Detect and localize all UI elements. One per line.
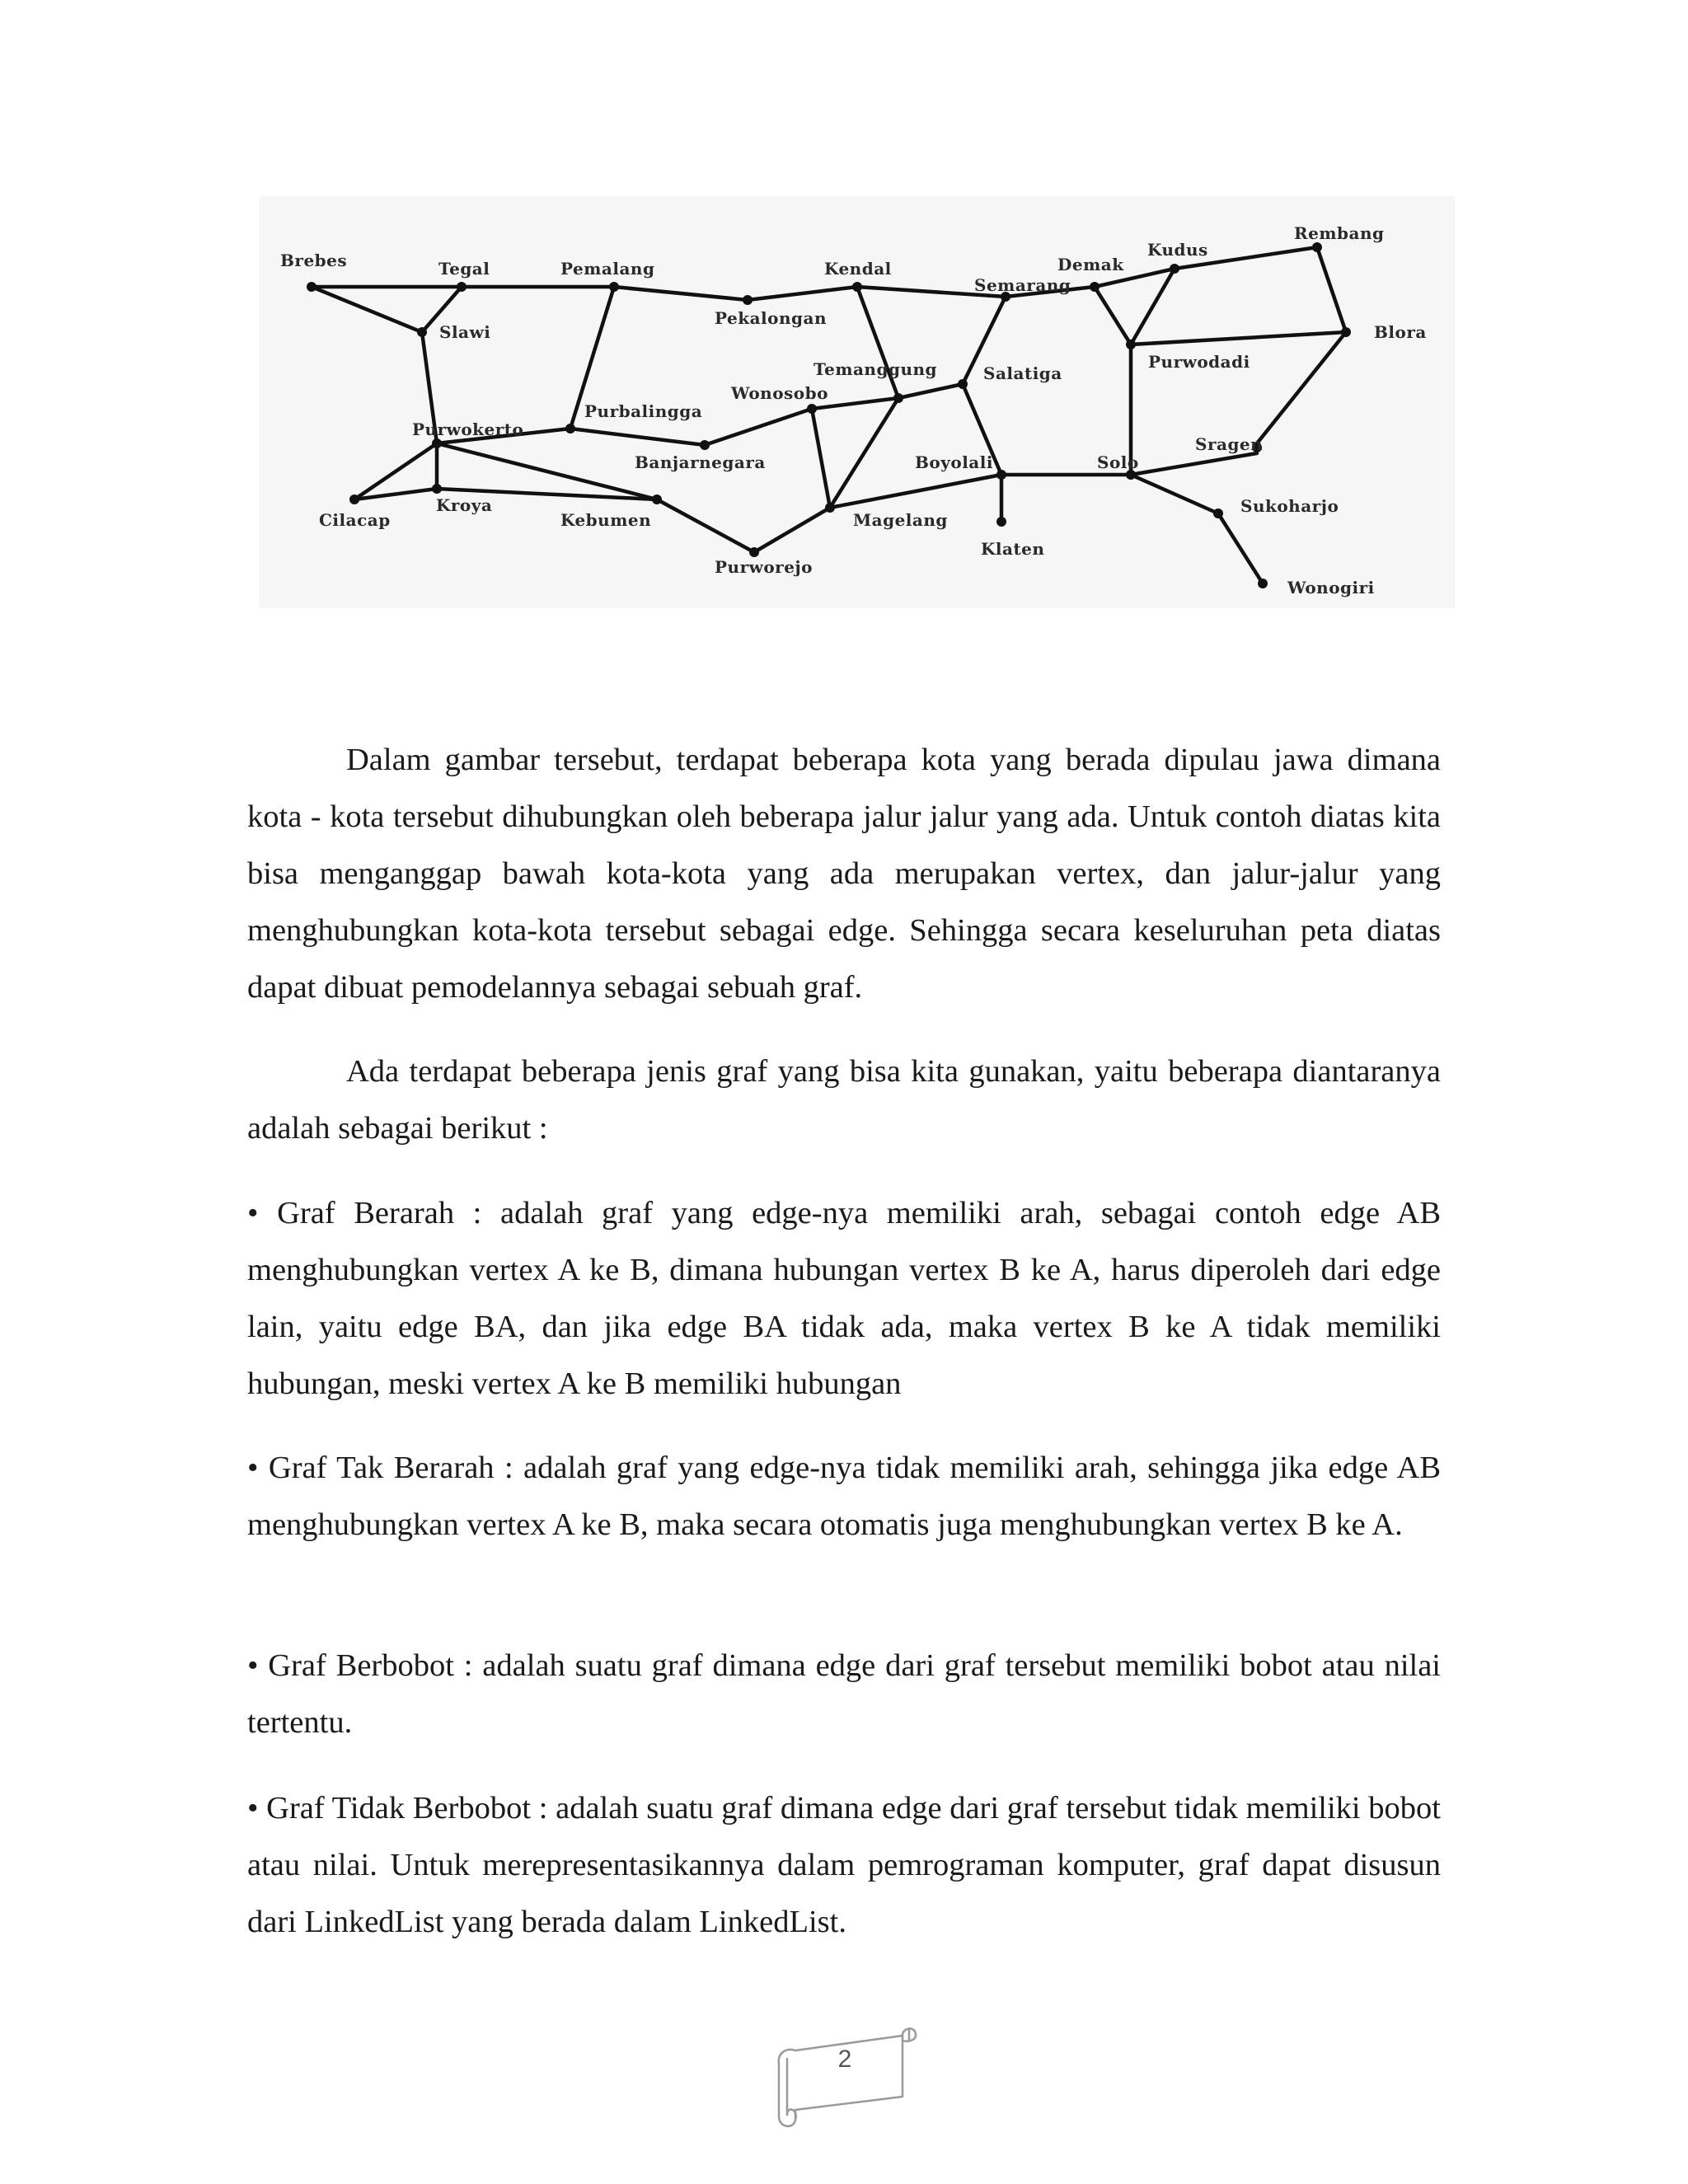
edge-brebes-slawi bbox=[312, 287, 422, 332]
label-pekalongan: Pekalongan bbox=[715, 308, 828, 328]
node-blora bbox=[1341, 327, 1351, 337]
node-salatiga bbox=[958, 379, 968, 389]
bullet-graf-berarah: • Graf Berarah : adalah graf yang edge-nya memiliki arah, sebagai contoh edge AB menghubungkan vertex A ke B, dimana hubungan vertex B ke A, harus diperoleh dari edge lain, yaitu edge BA, dan jika edge BA tidak ada, maka vertex B ke A tidak memiliki hubungan, meski vertex A ke B memiliki hubungan bbox=[247, 1196, 1441, 1401]
label-magelang: Magelang bbox=[853, 510, 948, 530]
node-magelang bbox=[825, 503, 835, 513]
node-brebes bbox=[307, 282, 316, 292]
node-sukoharjo bbox=[1213, 509, 1223, 518]
label-wonosobo: Wonosobo bbox=[731, 383, 828, 403]
label-klaten: Klaten bbox=[981, 539, 1045, 559]
node-kudus bbox=[1170, 264, 1179, 274]
label-wonogiri: Wonogiri bbox=[1287, 578, 1375, 598]
node-slawi bbox=[417, 327, 427, 337]
label-solo: Solo bbox=[1097, 452, 1139, 472]
graph-diagram bbox=[260, 196, 1455, 608]
node-boyolali bbox=[996, 470, 1006, 480]
label-kudus: Kudus bbox=[1147, 240, 1208, 260]
edge-pekalongan-kendal bbox=[748, 287, 857, 300]
label-sukoharjo: Sukoharjo bbox=[1240, 496, 1339, 516]
label-purbalingga: Purbalingga bbox=[584, 401, 703, 421]
node-wonogiri bbox=[1258, 579, 1268, 588]
label-temanggung: Temanggung bbox=[814, 359, 938, 379]
bullet-graf-berbobot: • Graf Berbobot : adalah suatu graf dimana edge dari graf tersebut memiliki bobot atau nilai tertentu. bbox=[247, 1648, 1441, 1740]
edge-demak-purwodadi bbox=[1095, 287, 1131, 344]
label-sragen: Sragen bbox=[1195, 434, 1264, 454]
node-purwodadi bbox=[1126, 340, 1136, 349]
label-demak: Demak bbox=[1057, 255, 1124, 274]
bullet-graf-tak-berarah: • Graf Tak Berarah : adalah graf yang edge-nya tidak memiliki arah, sehingga jika edge AB menghubungkan vertex A ke B, maka secara otomatis juga menghubungkan vertex B ke A. bbox=[247, 1451, 1441, 1542]
node-purworejo bbox=[749, 547, 759, 557]
java-city-graph-map bbox=[260, 196, 1455, 608]
node-pemalang bbox=[609, 282, 619, 292]
node-kebumen bbox=[652, 494, 662, 504]
edge-banjarnegara-wonosobo bbox=[705, 409, 812, 445]
label-kebumen: Kebumen bbox=[560, 510, 652, 530]
label-semarang: Semarang bbox=[974, 275, 1071, 295]
edge-purbalingga-banjarnegara bbox=[570, 429, 705, 445]
edge-purworejo-magelang bbox=[754, 508, 830, 552]
edge-solo-sragen bbox=[1131, 453, 1257, 475]
node-temanggung bbox=[893, 393, 903, 403]
graph-labels bbox=[280, 223, 1427, 598]
label-kendal: Kendal bbox=[824, 259, 892, 279]
edge-magelang-boyolali bbox=[830, 475, 1001, 508]
edge-rembang-blora bbox=[1317, 247, 1346, 332]
label-purworejo: Purworejo bbox=[715, 557, 814, 577]
label-brebes: Brebes bbox=[280, 251, 348, 270]
node-tegal bbox=[457, 282, 467, 292]
node-kroya bbox=[432, 484, 442, 494]
node-purwokerto bbox=[432, 438, 442, 448]
label-purwodadi: Purwodadi bbox=[1148, 352, 1250, 372]
scroll-ornament-icon bbox=[762, 2018, 927, 2135]
node-rembang bbox=[1312, 242, 1322, 252]
label-cilacap: Cilacap bbox=[319, 510, 391, 530]
label-salatiga: Salatiga bbox=[983, 363, 1062, 383]
edge-blora-sragen bbox=[1257, 332, 1346, 443]
edge-solo-sukoharjo bbox=[1131, 475, 1218, 513]
label-rembang: Rembang bbox=[1294, 223, 1385, 243]
node-banjarnegara bbox=[700, 440, 710, 450]
edge-temanggung-magelang bbox=[830, 398, 898, 508]
graph-nodes bbox=[307, 242, 1351, 588]
edge-kebumen-purworejo bbox=[657, 499, 754, 552]
graph-edges bbox=[312, 247, 1346, 583]
paragraph-graph-description: Dalam gambar tersebut, terdapat beberapa kota yang berada dipulau jawa dimana kota - kota tersebut dihubungkan oleh beberapa jalur jalur yang ada. Untuk contoh diatas kita bisa menganggap bawah kota-kota yang ada merupakan vertex, dan jalur-jalur yang menghubungkan kota-kota tersebut sebagai edge. Sehingga secara keseluruhan peta diatas dapat dibuat pemodelannya sebagai sebuah graf. bbox=[247, 743, 1441, 1005]
label-slawi: Slawi bbox=[439, 322, 491, 342]
node-kendal bbox=[852, 282, 862, 292]
edge-wonosobo-magelang bbox=[812, 409, 830, 508]
edge-purwodadi-blora bbox=[1131, 332, 1346, 344]
node-cilacap bbox=[349, 494, 359, 504]
label-blora: Blora bbox=[1374, 322, 1427, 342]
label-tegal: Tegal bbox=[438, 259, 490, 279]
edge-sukoharjo-wonogiri bbox=[1218, 513, 1263, 583]
label-pemalang: Pemalang bbox=[560, 259, 655, 279]
node-pekalongan bbox=[743, 295, 753, 305]
page-number: 2 bbox=[837, 2046, 852, 2073]
page-footer-scroll bbox=[762, 2018, 927, 2135]
edge-kudus-purwodadi bbox=[1131, 269, 1175, 344]
label-boyolali: Boyolali bbox=[915, 452, 993, 472]
edge-temanggung-salatiga bbox=[898, 384, 963, 398]
node-demak bbox=[1090, 282, 1100, 292]
edge-pemalang-pekalongan bbox=[614, 287, 748, 300]
node-klaten bbox=[996, 517, 1006, 527]
node-purbalingga bbox=[565, 424, 575, 434]
edge-kendal-temanggung bbox=[857, 287, 898, 398]
label-banjarnegara: Banjarnegara bbox=[635, 452, 766, 472]
bullet-graf-tidak-berbobot: • Graf Tidak Berbobot : adalah suatu graf dimana edge dari graf tersebut tidak memiliki bobot atau nilai. Untuk merepresentasikannya dalam pemrograman komputer, graf dapat disusun dari LinkedList yang berada dalam LinkedList. bbox=[247, 1791, 1441, 1939]
label-kroya: Kroya bbox=[436, 495, 493, 515]
label-purwokerto: Purwokerto bbox=[412, 419, 524, 439]
paragraph-graph-types-intro: Ada terdapat beberapa jenis graf yang bisa kita gunakan, yaitu beberapa diantaranya adalah sebagai berikut : bbox=[247, 1054, 1441, 1146]
node-wonosobo bbox=[807, 404, 817, 414]
